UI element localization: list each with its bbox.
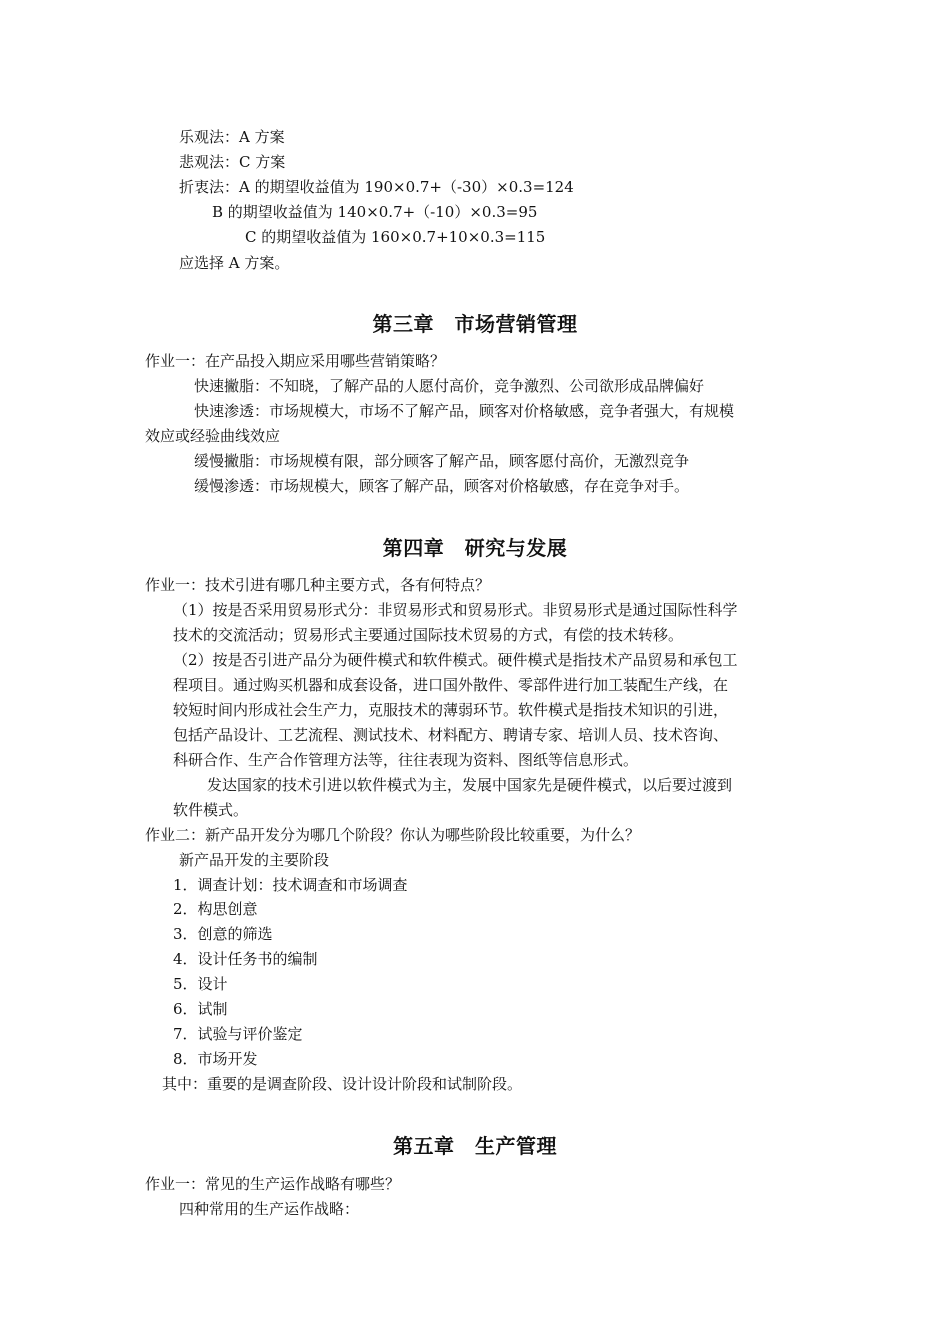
ch4-q1-line: 发达国家的技术引进以软件模式为主，发展中国家先是硬件模式，以后要过渡到 xyxy=(207,776,733,794)
stage-item: 3．创意的筛选 xyxy=(173,925,273,943)
ch4-q1-line: 技术的交流活动；贸易形式主要通过国际技术贸易的方式，有偿的技术转移。 xyxy=(173,626,684,644)
ch4-q1-line: （2）按是否引进产品分为硬件模式和软件模式。硬件模式是指技术产品贸易和承包工 xyxy=(173,651,738,669)
ch3-line: 缓慢撇脂：市场规模有限，部分顾客了解产品，顾客愿付高价，无激烈竞争 xyxy=(194,452,690,470)
stage-item: 4．设计任务书的编制 xyxy=(173,950,318,968)
ch4-q2-conclusion: 其中：重要的是调查阶段、设计设计阶段和试制阶段。 xyxy=(162,1075,523,1093)
text-compromise-c: C 的期望收益值为 160×0.7+10×0.3=115 xyxy=(245,228,546,246)
text-optimistic: 乐观法：A 方案 xyxy=(179,128,285,146)
ch4-q1-line: 包括产品设计、工艺流程、测试技术、材料配方、聘请专家、培训人员、技术咨询、 xyxy=(173,726,729,744)
ch4-q2-intro: 新产品开发的主要阶段 xyxy=(179,851,330,869)
chapter-3-title: 第三章 市场营销管理 xyxy=(372,312,578,336)
ch4-q1-line: 程项目。通过购买机器和成套设备，进口国外散件、零部件进行加工装配生产线，在 xyxy=(173,676,729,694)
ch5-q1-intro: 四种常用的生产运作战略： xyxy=(179,1200,360,1218)
chapter-4-title: 第四章 研究与发展 xyxy=(382,536,568,560)
stage-item: 1．调查计划：技术调查和市场调查 xyxy=(173,876,408,894)
text-compromise-b: B 的期望收益值为 140×0.7+（-10）×0.3=95 xyxy=(212,203,538,221)
text-compromise-a: 折衷法：A 的期望收益值为 190×0.7+（-30）×0.3=124 xyxy=(179,178,574,196)
stage-item: 5．设计 xyxy=(173,975,228,993)
ch4-question-1: 作业一：技术引进有哪几种主要方式，各有何特点？ xyxy=(145,576,491,594)
ch5-question-1: 作业一：常见的生产运作战略有哪些？ xyxy=(145,1175,401,1193)
text-pessimistic: 悲观法：C 方案 xyxy=(179,153,286,171)
ch4-q1-line: 较短时间内形成社会生产力，克服技术的薄弱环节。软件模式是指技术知识的引进， xyxy=(173,701,729,719)
ch4-question-2: 作业二：新产品开发分为哪几个阶段？你认为哪些阶段比较重要，为什么？ xyxy=(145,826,641,844)
ch3-line: 快速撇脂：不知晓，了解产品的人愿付高价，竞争激烈、公司欲形成品牌偏好 xyxy=(194,377,705,395)
ch4-q1-line: （1）按是否采用贸易形式分：非贸易形式和贸易形式。非贸易形式是通过国际性科学 xyxy=(173,601,738,619)
ch3-line: 效应或经验曲线效应 xyxy=(145,427,281,445)
stage-item: 6．试制 xyxy=(173,1000,228,1018)
stage-item: 7．试验与评价鉴定 xyxy=(173,1025,303,1043)
ch3-line: 快速渗透：市场规模大，市场不了解产品，顾客对价格敏感，竞争者强大，有规模 xyxy=(194,402,735,420)
chapter-5-title: 第五章 生产管理 xyxy=(393,1134,557,1158)
ch4-q1-line: 软件模式。 xyxy=(173,801,249,819)
text-conclusion: 应选择 A 方案。 xyxy=(179,254,290,272)
ch4-q1-line: 科研合作、生产合作管理方法等，往往表现为资料、图纸等信息形式。 xyxy=(173,751,639,769)
stage-item: 2．构思创意 xyxy=(173,900,258,918)
ch3-question-1: 作业一：在产品投入期应采用哪些营销策略？ xyxy=(145,352,446,370)
ch3-line: 缓慢渗透：市场规模大，顾客了解产品，顾客对价格敏感，存在竞争对手。 xyxy=(194,477,690,495)
stage-item: 8．市场开发 xyxy=(173,1050,258,1068)
